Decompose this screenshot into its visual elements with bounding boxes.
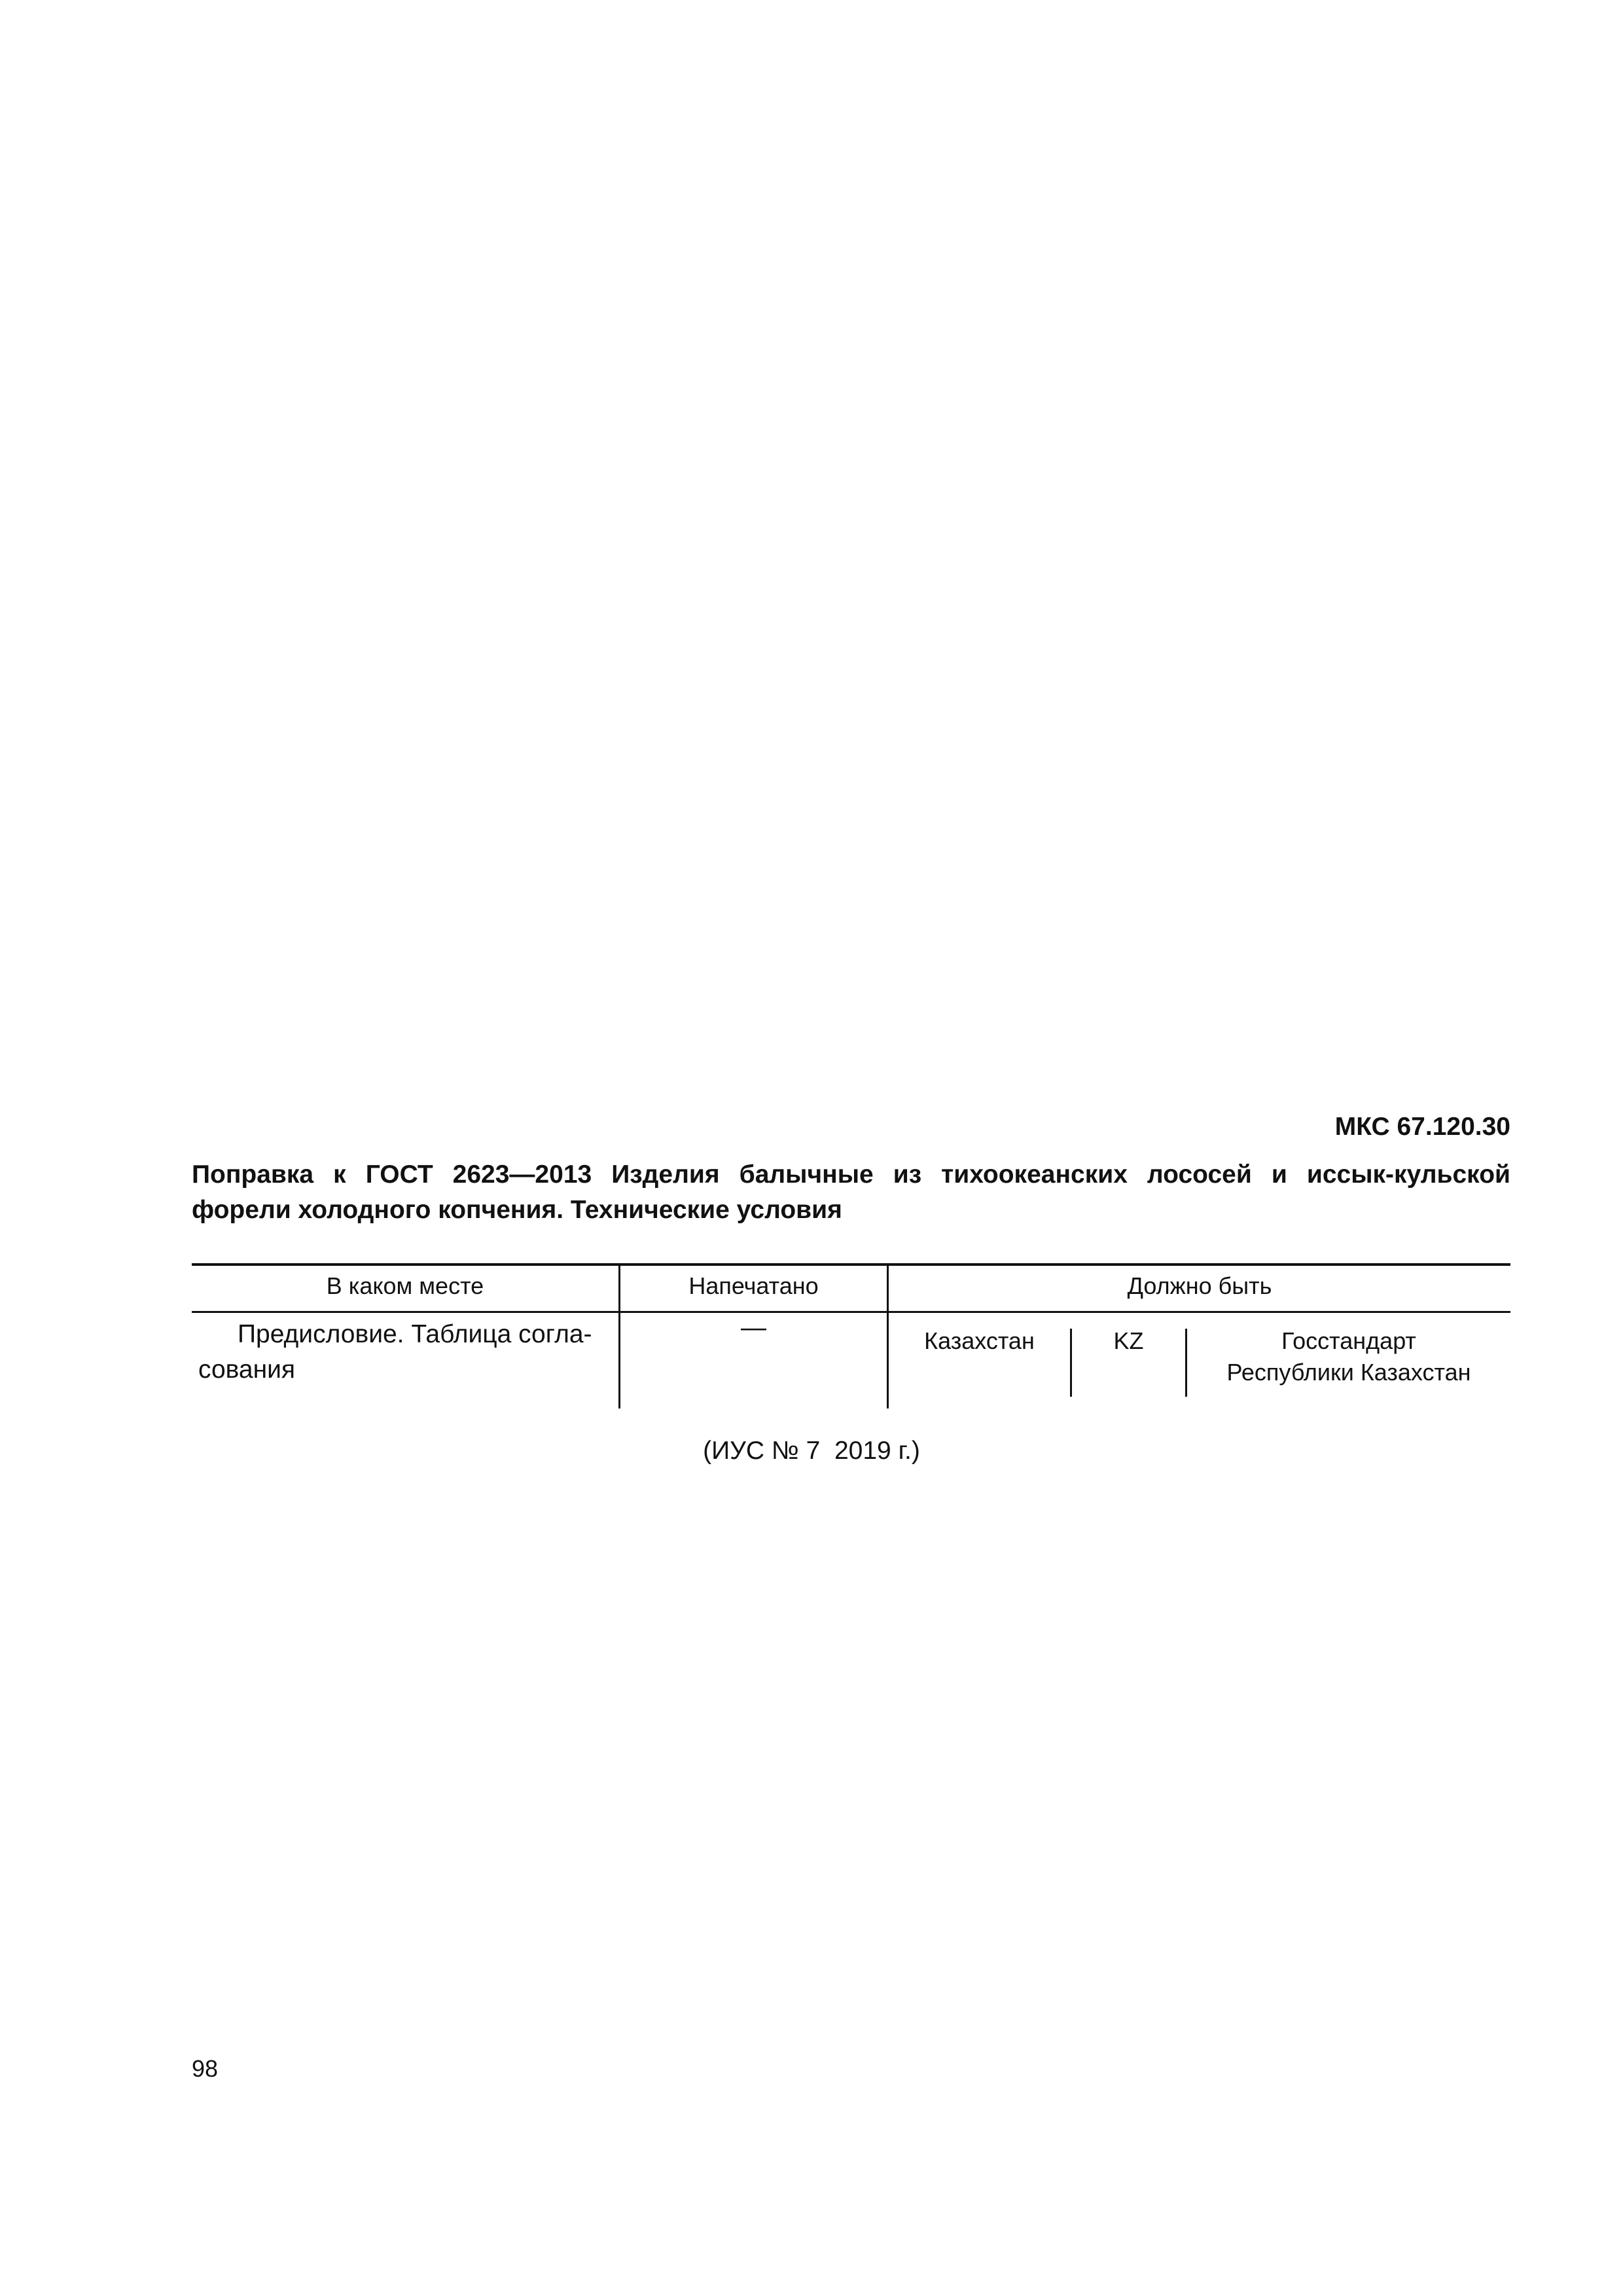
cell-where-line-1: Предисловие. Таблица согла-	[238, 1320, 592, 1348]
cell-body-line-1: Госстандарт	[1281, 1327, 1416, 1354]
title-line-1: Поправка к ГОСТ 2623—2013 Изделия балычные из тихоокеанских лососей и иссык-кульской	[192, 1160, 1510, 1189]
header-printed: Напечатано	[688, 1272, 819, 1299]
cell-country: Казахстан	[924, 1327, 1035, 1354]
cell-where-line-2: сования	[198, 1355, 296, 1384]
correction-table	[192, 1263, 1510, 1420]
header-where: В каком месте	[326, 1272, 484, 1299]
source-note: (ИУС № 7 2019 г.)	[703, 1437, 920, 1465]
amendment-title	[192, 1157, 1510, 1228]
page-number: 98	[192, 2055, 219, 2082]
table-top-rule	[192, 1263, 1510, 1266]
title-line-2: форели холодного копчения. Технические условия	[192, 1196, 842, 1224]
cell-printed-dash: —	[741, 1314, 766, 1342]
classification-code: МКС 67.120.30	[1334, 1113, 1510, 1141]
cell-body-line-2: Республики Казахстан	[1226, 1359, 1471, 1386]
header-should-be: Должно быть	[1127, 1272, 1272, 1299]
cell-country-code: KZ	[1113, 1327, 1144, 1354]
